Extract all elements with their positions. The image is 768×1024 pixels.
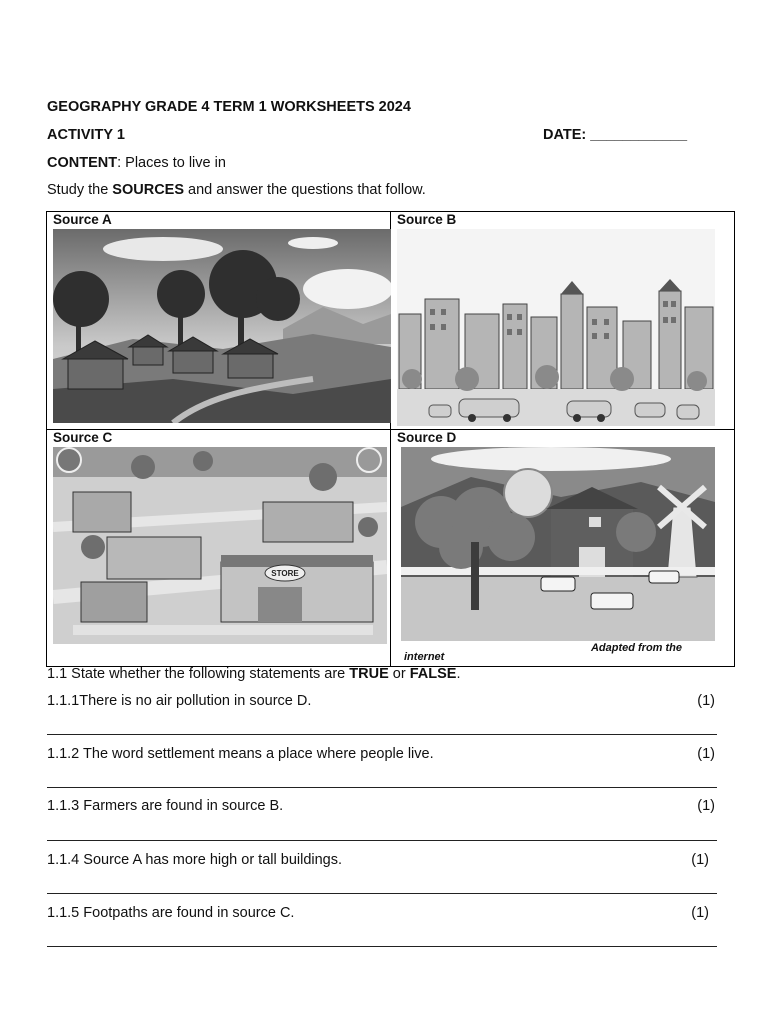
date-field: DATE: ____________ xyxy=(543,127,688,143)
study-bold: SOURCES xyxy=(112,182,185,198)
question-mark: (1) xyxy=(691,852,709,868)
question-mark: (1) xyxy=(697,693,715,709)
source-c-cell xyxy=(47,430,391,667)
source-a-cell xyxy=(47,212,391,430)
worksheet-title: GEOGRAPHY GRADE 4 TERM 1 WORKSHEETS 2024 xyxy=(47,99,411,115)
content-line xyxy=(47,155,226,171)
answer-line-1[interactable] xyxy=(47,734,717,735)
question-mark: (1) xyxy=(697,798,715,814)
source-b-image xyxy=(397,229,715,426)
intro-or: or xyxy=(388,666,410,682)
question-text: 1.1.5 Footpaths are found in source C. xyxy=(47,905,295,921)
intro-end: . xyxy=(456,666,461,682)
source-d-cell xyxy=(391,430,735,667)
source-a-image xyxy=(53,229,391,423)
study-post: and answer the questions that follow. xyxy=(184,182,426,198)
question-mark: (1) xyxy=(691,905,709,921)
source-b-label: Source B xyxy=(397,212,457,227)
answer-line-5[interactable] xyxy=(47,946,717,947)
question-text: 1.1.4 Source A has more high or tall buildings. xyxy=(47,852,343,868)
caption-internet: internet xyxy=(404,651,445,663)
caption-adapted: Adapted from the xyxy=(590,642,682,654)
source-c-image xyxy=(53,447,387,644)
store-sign: STORE xyxy=(271,569,299,578)
question-1-1-2 xyxy=(47,746,717,762)
question-1-1-5 xyxy=(47,905,717,921)
study-pre: Study the xyxy=(47,182,113,198)
activity-heading: ACTIVITY 1 xyxy=(47,127,125,143)
question-text: 1.1.1There is no air pollution in source D. xyxy=(47,693,312,709)
question-1-1-3 xyxy=(47,798,717,814)
source-c-label: Source C xyxy=(53,430,113,445)
question-mark: (1) xyxy=(697,746,715,762)
source-d-label: Source D xyxy=(397,430,457,445)
question-text: 1.1.3 Farmers are found in source B. xyxy=(47,798,284,814)
answer-line-2[interactable] xyxy=(47,787,717,788)
source-b-cell xyxy=(391,212,735,430)
answer-line-3[interactable] xyxy=(47,840,717,841)
question-1-1-1 xyxy=(47,693,717,709)
source-a-label: Source A xyxy=(53,212,112,227)
answer-line-4[interactable] xyxy=(47,893,717,894)
sources-table xyxy=(46,211,735,667)
question-text: 1.1.2 The word settlement means a place where people live. xyxy=(47,746,434,762)
source-d-image xyxy=(401,447,715,641)
intro-false: FALSE xyxy=(409,666,457,682)
questions-intro xyxy=(47,666,460,682)
study-instruction xyxy=(47,182,426,198)
intro-pre: 1.1 State whether the following statements are xyxy=(47,666,350,682)
intro-true: TRUE xyxy=(349,666,389,682)
question-1-1-4 xyxy=(47,852,717,868)
content-text: : Places to live in xyxy=(117,155,226,171)
content-label: CONTENT xyxy=(47,155,118,171)
